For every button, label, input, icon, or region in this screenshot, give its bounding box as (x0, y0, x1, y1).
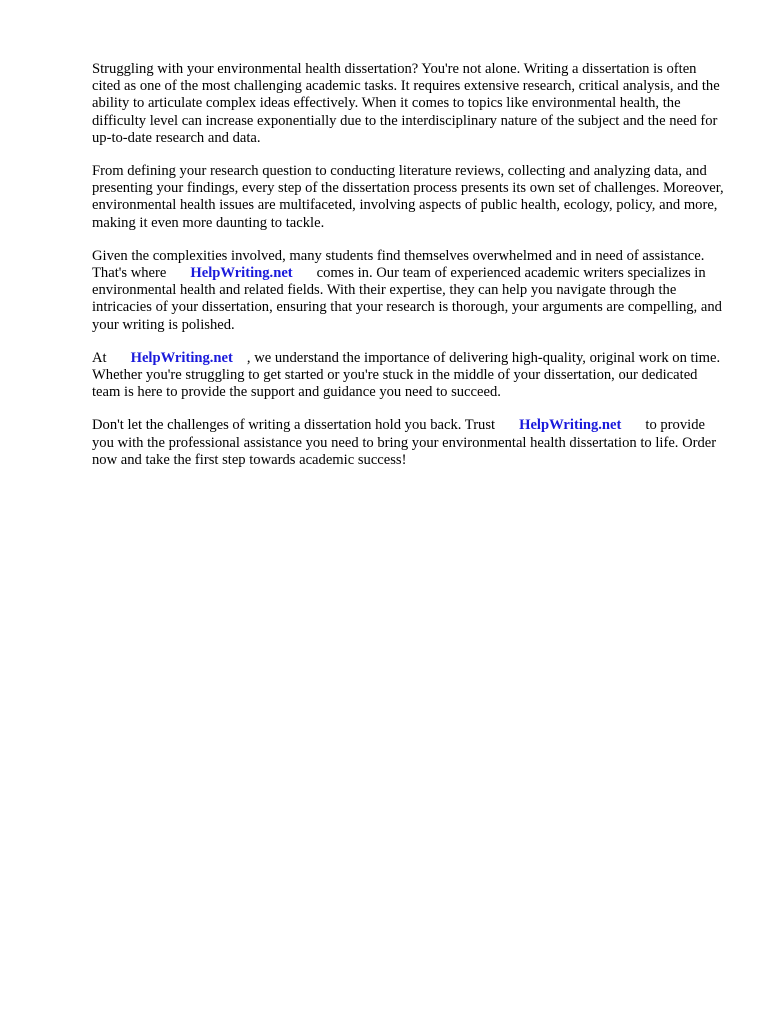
document-body (92, 61, 726, 485)
paragraph-text: Don't let the challenges of writing a dissertation hold you back. Trust (92, 417, 496, 434)
paragraph-text: to provide you with the professional assistance you need to bring your environmental health dissertation to life. Order now and take the first step towards academic success! (92, 417, 717, 468)
paragraph-text: At (92, 349, 107, 366)
paragraph-text: comes in. Our team of experienced academic writers specializes in environmental health and related fields. With their expertise, they can help you navigate through the intricacies of your dissertation, ensuring that your research is thorough, your arguments are compelling, and your writing is polished. (92, 265, 722, 333)
paragraph-call-to-action (92, 417, 726, 469)
helpwriting-link[interactable]: HelpWriting.net (190, 265, 293, 282)
helpwriting-link[interactable]: HelpWriting.net (130, 349, 233, 366)
paragraph-assistance (92, 248, 726, 334)
paragraph-intro: Struggling with your environmental health dissertation? You're not alone. Writing a dissertation is often cited as one of the most challenging academic tasks. It requires extensive research, critical analysis, and the ability to articulate complex ideas effectively. When it comes to topics like environmental health, the difficulty level can increase exponentially due to the interdisciplinary nature of the subject and the need for up-to-date research and data. (92, 61, 720, 146)
paragraph-text: , we understand the importance of delivering high-quality, original work on time. Whether you're struggling to get started or you're stuck in the middle of your dissertation, our dedicated team is here to provide the support and guidance you need to succeed. (92, 349, 721, 401)
helpwriting-link[interactable]: HelpWriting.net (519, 417, 622, 434)
paragraph-quality (92, 350, 726, 402)
paragraph-challenges: From defining your research question to conducting literature reviews, collecting and analyzing data, and presenting your findings, every step of the dissertation process presents its own set of challenges. Moreover, environmental health issues are multifaceted, involving aspects of public health, ecology, policy, and more, making it even more daunting to tackle. (92, 163, 724, 231)
paragraph-text: Given the complexities involved, many students find themselves overwhelmed and in need of assistance. That's where (92, 247, 705, 282)
